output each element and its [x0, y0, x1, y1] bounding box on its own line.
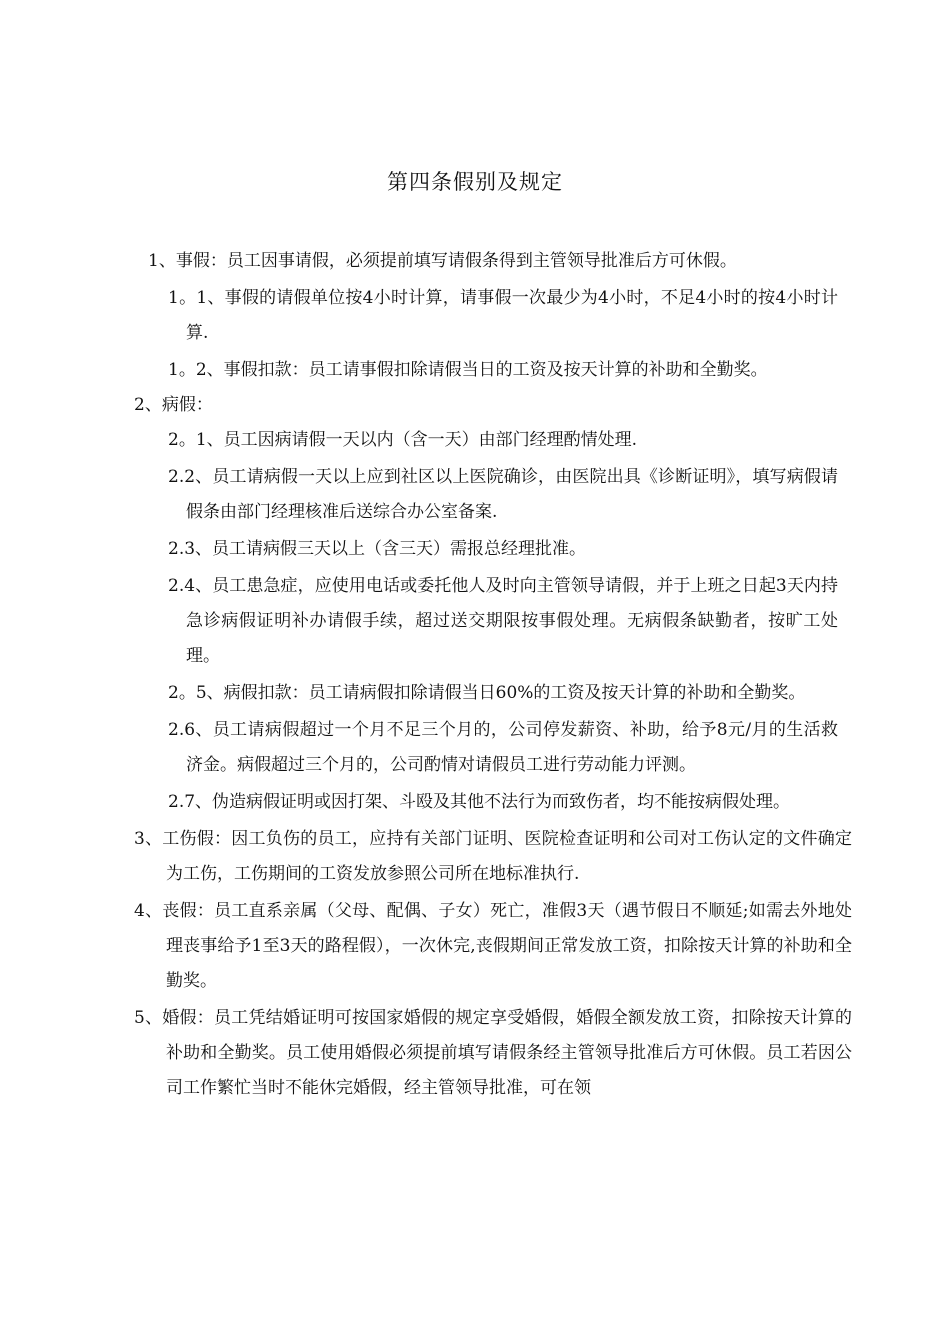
- paragraph-1: 1、事假：员工因事请假，必须提前填写请假条得到主管领导批准后方可休假。: [148, 251, 737, 271]
- paragraph-1-2: 1。2、事假扣款：员工请事假扣除请假当日的工资及按天计算的补助和全勤奖。: [168, 360, 768, 380]
- paragraph-1-1: 1。1、事假的请假单位按4小时计算，请事假一次最少为4小时，不足4小时的按4小时计算.: [168, 288, 838, 343]
- paragraph-2: 2、病假：: [134, 395, 213, 415]
- document-body: [0, 244, 950, 1106]
- document-title: 第四条假别及规定: [387, 170, 563, 194]
- paragraph-2-5: 2。5、病假扣款：员工请病假扣除请假当日60%的工资及按天计算的补助和全勤奖。: [168, 683, 806, 703]
- paragraph-5: 5、婚假：员工凭结婚证明可按国家婚假的规定享受婚假，婚假全额发放工资，扣除按天计算的补助和全勤奖。员工使用婚假必须提前填写请假条经主管领导批准后方可休假。员工若因公司工作繁忙当时不能休完婚假，经主管领导批准，可在领: [134, 1008, 852, 1098]
- paragraph-2-6: 2.6、员工请病假超过一个月不足三个月的，公司停发薪资、补助，给予8元/月的生活救济金。病假超过三个月的，公司酌情对请假员工进行劳动能力评测。: [168, 720, 838, 775]
- paragraph-2-7: 2.7、伪造病假证明或因打架、斗殴及其他不法行为而致伤者，均不能按病假处理。: [168, 792, 791, 812]
- paragraph-2-3: 2.3、员工请病假三天以上（含三天）需报总经理批准。: [168, 539, 587, 559]
- paragraph-2-4: 2.4、员工患急症，应使用电话或委托他人及时向主管领导请假，并于上班之日起3天内持急诊病假证明补办请假手续，超过送交期限按事假处理。无病假条缺勤者，按旷工处理。: [168, 576, 838, 666]
- paragraph-4: 4、丧假：员工直系亲属（父母、配偶、子女）死亡，准假3天（遇节假日不顺延;如需去外地处理丧事给予1至3天的路程假），一次休完,丧假期间正常发放工资，扣除按天计算的补助和全勤奖。: [134, 901, 852, 991]
- paragraph-2-1: 2。1、员工因病请假一天以内（含一天）由部门经理酌情处理.: [168, 430, 638, 450]
- paragraph-2-2: 2.2、员工请病假一天以上应到社区以上医院确诊，由医院出具《诊断证明》，填写病假请假条由部门经理核准后送综合办公室备案.: [168, 467, 838, 522]
- paragraph-3: 3、工伤假：因工负伤的员工，应持有关部门证明、医院检查证明和公司对工伤认定的文件确定为工伤，工伤期间的工资发放参照公司所在地标准执行.: [134, 829, 852, 884]
